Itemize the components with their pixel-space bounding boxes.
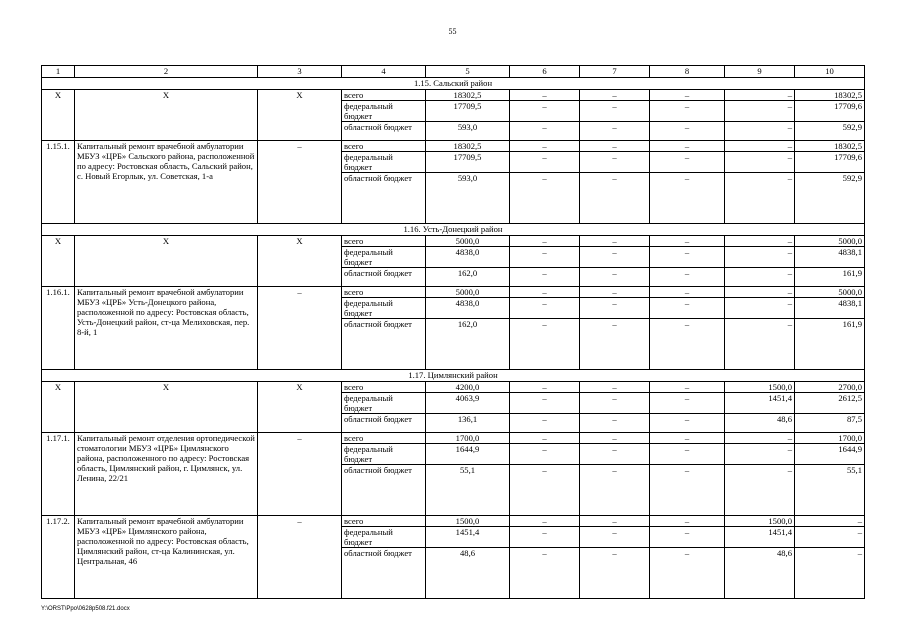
value-cell: 18302,5 xyxy=(795,141,865,152)
value-cell: 17709,5 xyxy=(426,101,510,122)
value-cell: 4838,1 xyxy=(795,298,865,319)
value-cell: – xyxy=(510,247,580,268)
value-cell: 18302,5 xyxy=(426,141,510,152)
value-cell: – xyxy=(650,287,725,298)
row-number: 1.17.2. xyxy=(42,516,75,599)
value-cell: – xyxy=(510,141,580,152)
value-cell: – xyxy=(510,173,580,224)
value-cell: – xyxy=(510,393,580,414)
budget-label: федеральный бюджет xyxy=(342,393,426,414)
value-cell: 4200,0 xyxy=(426,382,510,393)
budget-label: всего xyxy=(342,382,426,393)
value-cell: – xyxy=(580,236,650,247)
budget-label: всего xyxy=(342,90,426,101)
col3-cell: Х xyxy=(258,90,342,141)
value-cell: – xyxy=(580,393,650,414)
summary-row xyxy=(42,382,865,393)
value-cell: – xyxy=(580,90,650,101)
header-cell: 1 xyxy=(42,66,75,78)
header-row xyxy=(42,66,865,78)
header-cell: 2 xyxy=(75,66,258,78)
row-name: Капитальный ремонт отделения ортопедической стоматологии МБУЗ «ЦРБ» Цимлянского района, расположенного по адресу: Ростовская область, Цимлянский район, г. Цимлянск, ул. Ленина, 22/21 xyxy=(75,433,258,516)
value-cell: 18302,5 xyxy=(426,90,510,101)
col3-cell: – xyxy=(258,433,342,516)
value-cell: – xyxy=(510,268,580,287)
value-cell: – xyxy=(650,548,725,599)
row-number: 1.17.1. xyxy=(42,433,75,516)
value-cell: 1700,0 xyxy=(795,433,865,444)
budget-label: всего xyxy=(342,287,426,298)
row-name: Капитальный ремонт врачебной амбулатории МБУЗ «ЦРБ» Сальского района, расположенной по адресу: Ростовская область, Сальский район, с. Новый Егорлык, ул. Советская, 1-а xyxy=(75,141,258,224)
budget-label: федеральный бюджет xyxy=(342,152,426,173)
value-cell: – xyxy=(650,122,725,141)
value-cell: 55,1 xyxy=(426,465,510,516)
value-cell: – xyxy=(510,101,580,122)
value-cell: 161,9 xyxy=(795,319,865,370)
value-cell: – xyxy=(650,101,725,122)
row-number: 1.16.1. xyxy=(42,287,75,370)
value-cell: 1451,4 xyxy=(725,527,795,548)
value-cell: – xyxy=(510,236,580,247)
row-name: Капитальный ремонт врачебной амбулатории МБУЗ «ЦРБ» Усть-Донецкого района, расположенной по адресу: Ростовская область, Усть-Донецкий район, ст-ца Мелиховская, пер. 8-й, 1 xyxy=(75,287,258,370)
value-cell: – xyxy=(650,382,725,393)
budget-label: областной бюджет xyxy=(342,548,426,599)
value-cell: – xyxy=(510,433,580,444)
budget-label: федеральный бюджет xyxy=(342,298,426,319)
value-cell: 55,1 xyxy=(795,465,865,516)
header-cell: 6 xyxy=(510,66,580,78)
value-cell: – xyxy=(510,516,580,527)
header-cell: 8 xyxy=(650,66,725,78)
value-cell: 17709,6 xyxy=(795,152,865,173)
budget-label: всего xyxy=(342,236,426,247)
budget-label: областной бюджет xyxy=(342,122,426,141)
value-cell: 4838,0 xyxy=(426,247,510,268)
budget-label: областной бюджет xyxy=(342,319,426,370)
value-cell: 2612,5 xyxy=(795,393,865,414)
budget-label: федеральный бюджет xyxy=(342,527,426,548)
value-cell: 5000,0 xyxy=(426,287,510,298)
value-cell: – xyxy=(650,141,725,152)
row-number: Х xyxy=(42,382,75,433)
row-name: Х xyxy=(75,90,258,141)
value-cell: 1644,9 xyxy=(426,444,510,465)
value-cell: – xyxy=(650,236,725,247)
value-cell: – xyxy=(510,319,580,370)
budget-label: федеральный бюджет xyxy=(342,101,426,122)
value-cell: – xyxy=(725,268,795,287)
value-cell: – xyxy=(580,444,650,465)
value-cell: 18302,5 xyxy=(795,90,865,101)
item-row xyxy=(42,141,865,152)
value-cell: – xyxy=(650,444,725,465)
value-cell: – xyxy=(580,433,650,444)
header-cell: 7 xyxy=(580,66,650,78)
budget-label: всего xyxy=(342,141,426,152)
file-path-footer: Y:\ORST\Ppo\0628p508.f21.docx xyxy=(41,606,130,612)
value-cell: – xyxy=(650,173,725,224)
value-cell: – xyxy=(580,101,650,122)
header-cell: 10 xyxy=(795,66,865,78)
value-cell: 1700,0 xyxy=(426,433,510,444)
value-cell: – xyxy=(650,298,725,319)
col3-cell: Х xyxy=(258,236,342,287)
value-cell: 4063,9 xyxy=(426,393,510,414)
summary-row xyxy=(42,90,865,101)
value-cell: – xyxy=(650,414,725,433)
value-cell: – xyxy=(510,122,580,141)
value-cell: 1500,0 xyxy=(426,516,510,527)
value-cell: 5000,0 xyxy=(426,236,510,247)
budget-label: федеральный бюджет xyxy=(342,247,426,268)
row-name: Капитальный ремонт врачебной амбулатории МБУЗ «ЦРБ» Цимлянского района, расположенной по адресу: Ростовская область, Цимлянский район, ст-ца Калининская, ул. Центральная, 46 xyxy=(75,516,258,599)
value-cell: – xyxy=(650,90,725,101)
value-cell: 4838,0 xyxy=(426,298,510,319)
value-cell: – xyxy=(580,527,650,548)
value-cell: 87,5 xyxy=(795,414,865,433)
value-cell: 48,6 xyxy=(426,548,510,599)
item-row xyxy=(42,433,865,444)
value-cell: – xyxy=(650,152,725,173)
col3-cell: – xyxy=(258,516,342,599)
value-cell: 48,6 xyxy=(725,414,795,433)
value-cell: – xyxy=(725,236,795,247)
value-cell: – xyxy=(580,414,650,433)
value-cell: – xyxy=(510,527,580,548)
section-title: 1.15. Сальский район xyxy=(42,78,865,90)
value-cell: – xyxy=(580,516,650,527)
value-cell: – xyxy=(725,173,795,224)
value-cell: 593,0 xyxy=(426,122,510,141)
value-cell: 162,0 xyxy=(426,268,510,287)
row-name: Х xyxy=(75,236,258,287)
value-cell: – xyxy=(580,141,650,152)
budget-label: всего xyxy=(342,516,426,527)
value-cell: 5000,0 xyxy=(795,236,865,247)
value-cell: – xyxy=(580,122,650,141)
value-cell: 48,6 xyxy=(725,548,795,599)
value-cell: – xyxy=(510,465,580,516)
value-cell: – xyxy=(795,527,865,548)
page-number: 55 xyxy=(448,27,457,36)
value-cell: – xyxy=(580,152,650,173)
budget-table xyxy=(41,65,865,599)
value-cell: 1451,4 xyxy=(426,527,510,548)
value-cell: – xyxy=(650,433,725,444)
budget-label: областной бюджет xyxy=(342,268,426,287)
value-cell: – xyxy=(510,414,580,433)
value-cell: 2700,0 xyxy=(795,382,865,393)
col3-cell: Х xyxy=(258,382,342,433)
value-cell: 161,9 xyxy=(795,268,865,287)
value-cell: – xyxy=(580,247,650,268)
value-cell: 136,1 xyxy=(426,414,510,433)
section-title-row xyxy=(42,224,865,236)
budget-label: всего xyxy=(342,433,426,444)
table-body xyxy=(42,66,865,599)
row-number: Х xyxy=(42,236,75,287)
header-cell: 9 xyxy=(725,66,795,78)
value-cell: – xyxy=(510,444,580,465)
value-cell: – xyxy=(725,90,795,101)
value-cell: – xyxy=(510,152,580,173)
value-cell: – xyxy=(725,287,795,298)
value-cell: – xyxy=(650,527,725,548)
item-row xyxy=(42,516,865,527)
value-cell: – xyxy=(650,268,725,287)
value-cell: – xyxy=(725,152,795,173)
value-cell: – xyxy=(725,298,795,319)
section-title-row xyxy=(42,370,865,382)
value-cell: – xyxy=(795,548,865,599)
value-cell: – xyxy=(725,465,795,516)
value-cell: – xyxy=(580,287,650,298)
value-cell: – xyxy=(580,382,650,393)
value-cell: – xyxy=(725,101,795,122)
value-cell: 1500,0 xyxy=(725,516,795,527)
value-cell: – xyxy=(510,287,580,298)
header-cell: 4 xyxy=(342,66,426,78)
value-cell: – xyxy=(725,444,795,465)
col3-cell: – xyxy=(258,287,342,370)
value-cell: – xyxy=(725,141,795,152)
value-cell: 5000,0 xyxy=(795,287,865,298)
value-cell: – xyxy=(580,319,650,370)
header-cell: 3 xyxy=(258,66,342,78)
value-cell: 1500,0 xyxy=(725,382,795,393)
row-name: Х xyxy=(75,382,258,433)
value-cell: 17709,6 xyxy=(795,101,865,122)
value-cell: 17709,5 xyxy=(426,152,510,173)
value-cell: 1644,9 xyxy=(795,444,865,465)
value-cell: – xyxy=(510,382,580,393)
value-cell: – xyxy=(650,465,725,516)
section-title: 1.16. Усть-Донецкий район xyxy=(42,224,865,236)
value-cell: – xyxy=(580,268,650,287)
value-cell: – xyxy=(510,548,580,599)
row-number: 1.15.1. xyxy=(42,141,75,224)
item-row xyxy=(42,287,865,298)
value-cell: – xyxy=(580,298,650,319)
value-cell: 593,0 xyxy=(426,173,510,224)
value-cell: – xyxy=(650,247,725,268)
value-cell: 592,9 xyxy=(795,122,865,141)
value-cell: – xyxy=(650,319,725,370)
value-cell: – xyxy=(510,298,580,319)
value-cell: – xyxy=(510,90,580,101)
value-cell: – xyxy=(725,122,795,141)
value-cell: – xyxy=(725,433,795,444)
value-cell: – xyxy=(795,516,865,527)
value-cell: 162,0 xyxy=(426,319,510,370)
budget-label: областной бюджет xyxy=(342,173,426,224)
header-cell: 5 xyxy=(426,66,510,78)
value-cell: 1451,4 xyxy=(725,393,795,414)
row-number: Х xyxy=(42,90,75,141)
budget-label: федеральный бюджет xyxy=(342,444,426,465)
section-title-row xyxy=(42,78,865,90)
value-cell: – xyxy=(650,393,725,414)
value-cell: – xyxy=(725,319,795,370)
summary-row xyxy=(42,236,865,247)
value-cell: – xyxy=(580,548,650,599)
value-cell: 4838,1 xyxy=(795,247,865,268)
value-cell: – xyxy=(580,465,650,516)
budget-label: областной бюджет xyxy=(342,414,426,433)
col3-cell: – xyxy=(258,141,342,224)
budget-label: областной бюджет xyxy=(342,465,426,516)
value-cell: – xyxy=(725,247,795,268)
value-cell: 592,9 xyxy=(795,173,865,224)
section-title: 1.17. Цимлянский район xyxy=(42,370,865,382)
value-cell: – xyxy=(650,516,725,527)
value-cell: – xyxy=(580,173,650,224)
